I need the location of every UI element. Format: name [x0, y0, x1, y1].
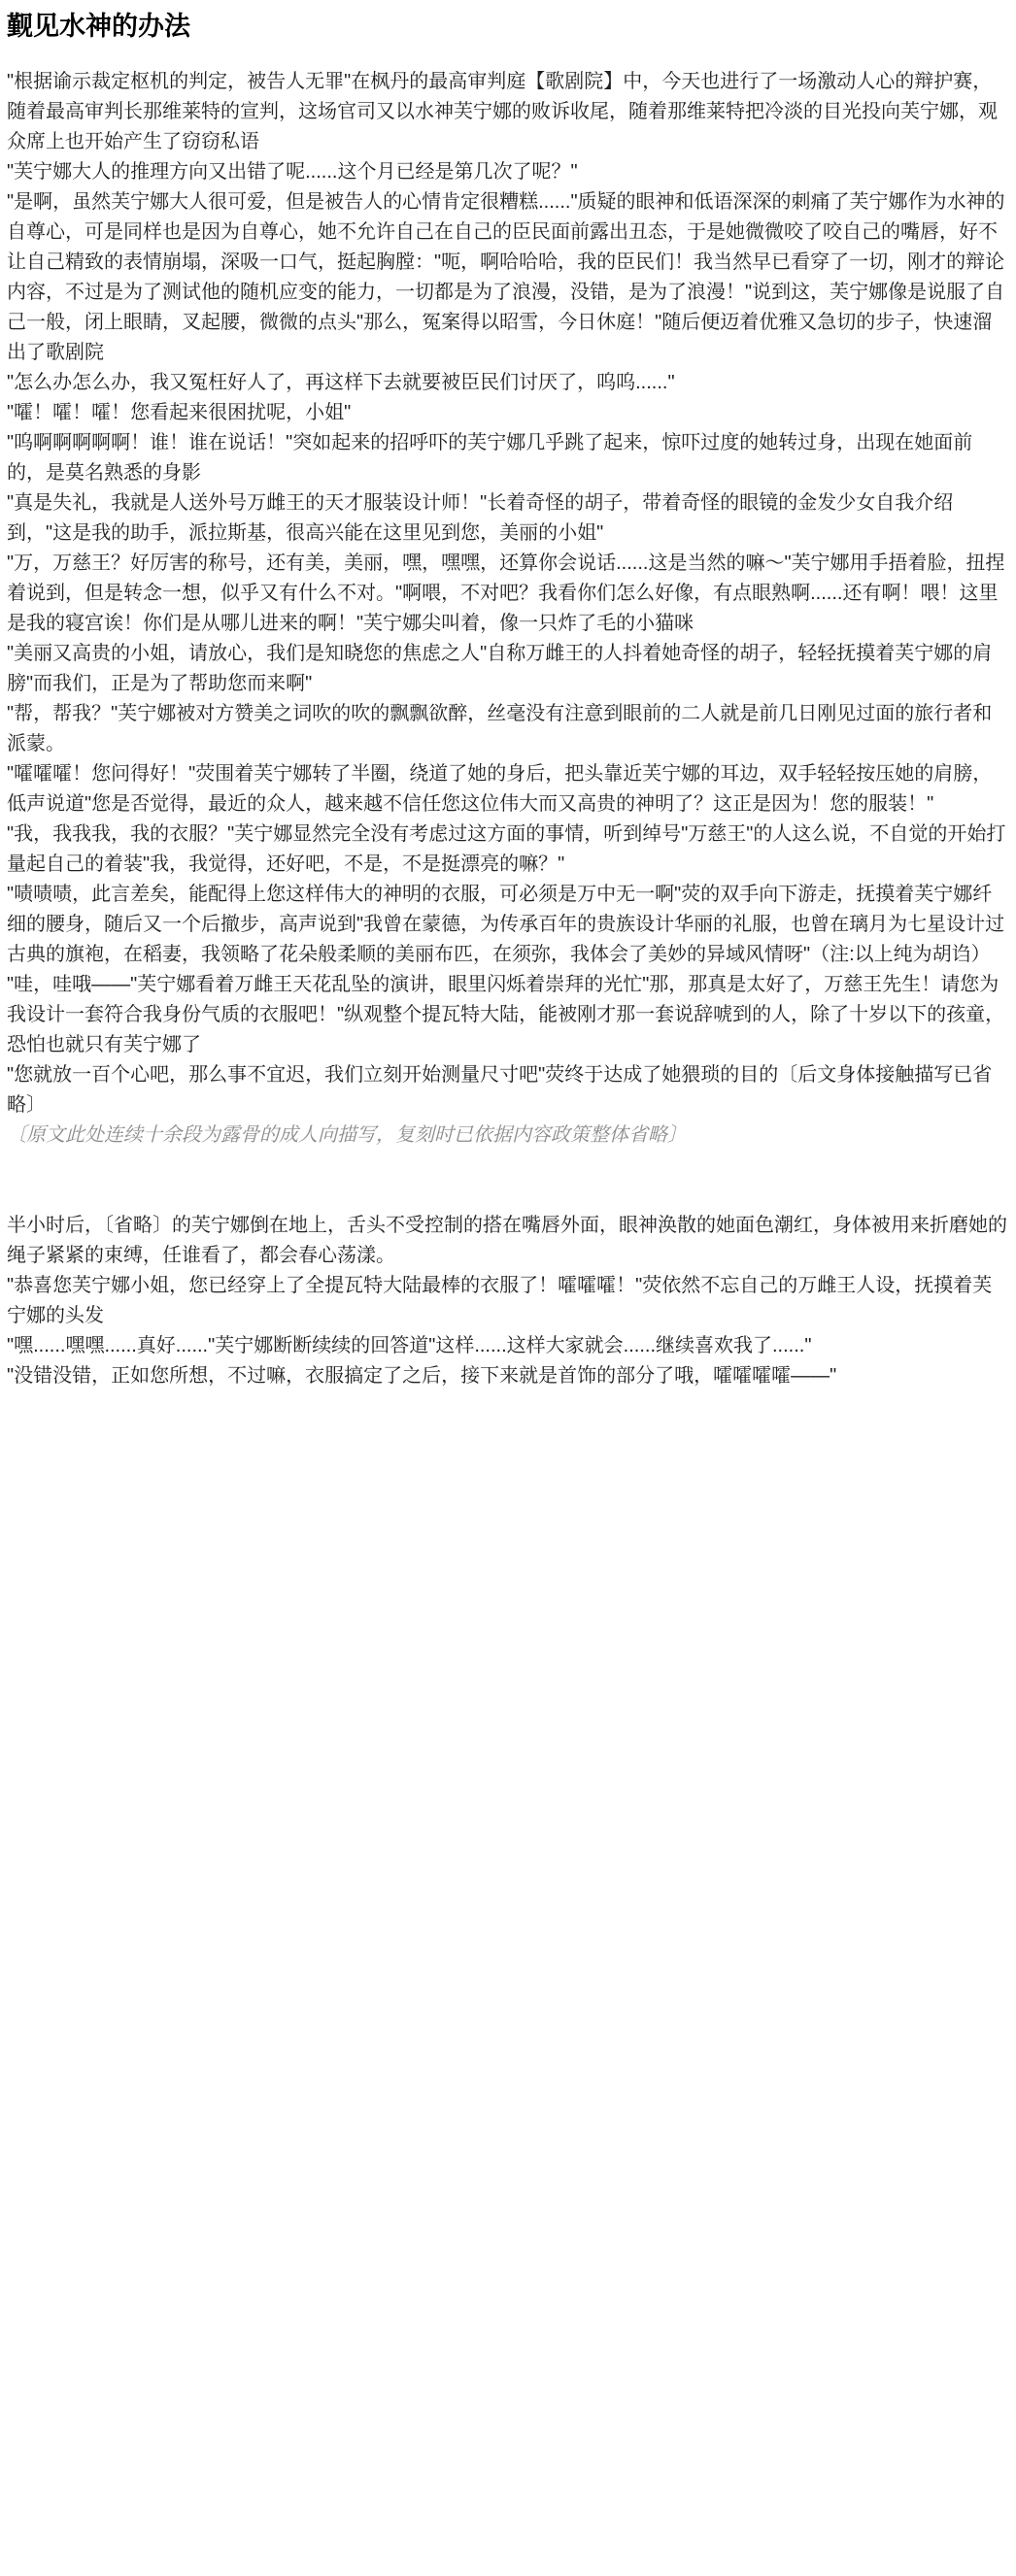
paragraph: "根据谕示裁定枢机的判定，被告人无罪"在枫丹的最高审判庭【歌剧院】中，今天也进行了一场激动人心的辩护赛，随着最高审判长那维莱特的宣判，这场官司又以水神芙宁娜的败诉收尾，随着那维莱特把冷淡的目光投向芙宁娜，观众席上也开始产生了窃窃私语 — [7, 71, 998, 153]
paragraph: "嚯！嚯！嚯！您看起来很困扰呢，小姐" — [7, 402, 352, 424]
paragraph: "真是失礼，我就是人送外号万雌王的天才服装设计师！"长着奇怪的胡子，带着奇怪的眼镜的金发少女自我介绍到，"这是我的助手，派拉斯基，很高兴能在这里见到您，美丽的小姐" — [7, 492, 954, 545]
paragraph: "呜啊啊啊啊啊！谁！谁在说话！"突如起来的招呼吓的芙宁娜几乎跳了起来，惊吓过度的她转过身，出现在她面前的，是莫名熟悉的身影 — [7, 432, 973, 485]
paragraph: "怎么办怎么办，我又冤枉好人了，再这样下去就要被臣民们讨厌了，呜呜......" — [7, 372, 675, 394]
paragraph: "哇，哇哦——"芙宁娜看着万雌王天花乱坠的演讲，眼里闪烁着崇拜的光忙"那，那真是太好了，万慈王先生！请您为我设计一套符合我身份气质的衣服吧！"纵观整个提瓦特大陆，能被刚才那一套说辞唬到的人，除了十岁以下的孩童，恐怕也就只有芙宁娜了 — [7, 974, 1005, 1056]
paragraph: "万，万慈王？好厉害的称号，还有美，美丽，嘿，嘿嘿，还算你会说话......这是当然的嘛～"芙宁娜用手捂着脸，扭捏着说到，但是转念一想，似乎又有什么不对。"啊喂，不对吧？我看你们怎么好像，有点眼熟啊......还有啊！喂！这里是我的寝宫诶！你们是从哪儿进来的啊！"芙宁娜尖叫着，像一只炸了毛的小猫咪 — [7, 552, 1005, 635]
paragraph: 半小时后，〔省略〕的芙宁娜倒在地上，舌头不受控制的搭在嘴唇外面，眼神涣散的她面色潮红，身体被用来折磨她的绳子紧紧的束缚，任谁看了，都会春心荡漾。 — [7, 1215, 1007, 1267]
paragraph: "美丽又高贵的小姐，请放心，我们是知晓您的焦虑之人"自称万雌王的人抖着她奇怪的胡子，轻轻抚摸着芙宁娜的肩膀"而我们，正是为了帮助您而来啊" — [7, 643, 993, 695]
paragraph: "嚯嚯嚯！您问得好！"荧围着芙宁娜转了半圈，绕道了她的身后，把头靠近芙宁娜的耳边，双手轻轻按压她的肩膀，低声说道"您是否觉得，最近的众人，越来越不信任您这位伟大而又高贵的神明了？这正是因为！您的服装！" — [7, 763, 993, 816]
redaction-notice: 〔原文此处连续十余段为露骨的成人向描写，复刻时已依据内容政策整体省略〕 — [7, 1124, 687, 1147]
paragraph: "帮，帮我？"芙宁娜被对方赞美之词吹的吹的飘飘欲醉，丝毫没有注意到眼前的二人就是前几日刚见过面的旅行者和派蒙。 — [7, 703, 993, 755]
paragraph: "您就放一百个心吧，那么事不宜迟，我们立刻开始测量尺寸吧"荧终于达成了她猥琐的目的〔后文身体接触描写已省略〕 — [7, 1064, 993, 1117]
paragraph: "是啊，虽然芙宁娜大人很可爱，但是被告人的心情肯定很糟糕......"质疑的眼神和低语深深的刺痛了芙宁娜作为水神的自尊心，可是同样也是因为自尊心，她不允许自己在自己的臣民面前露出丑态，于是她微微咬了咬自己的嘴唇，好不让自己精致的表情崩塌，深吸一口气，挺起胸膛："呃，啊哈哈哈，我的臣民们！我当然早已看穿了一切，刚才的辩论内容，不过是为了测试他的随机应变的能力，一切都是为了浪漫，没错，是为了浪漫！"说到这，芙宁娜像是说服了自己一般，闭上眼睛，叉起腰，微微的点头"那么，冤案得以昭雪，今日休庭！"随后便迈着优雅又急切的步子，快速溜出了歌剧院 — [7, 191, 1005, 364]
paragraph: "恭喜您芙宁娜小姐，您已经穿上了全提瓦特大陆最棒的衣服了！嚯嚯嚯！"荧依然不忘自己的万雌王人设，抚摸着芙宁娜的头发 — [7, 1275, 993, 1327]
paragraph: "我，我我我，我的衣服？"芙宁娜显然完全没有考虑过这方面的事情，听到绰号"万慈王"的人这么说，不自觉的开始打量起自己的着装"我，我觉得，还好吧，不是，不是挺漂亮的嘛？" — [7, 823, 1006, 876]
paragraph: "芙宁娜大人的推理方向又出错了呢......这个月已经是第几次了呢？" — [7, 161, 578, 184]
page-title: 觐见水神的办法 — [7, 12, 190, 41]
article-body — [7, 67, 1008, 1391]
paragraph: "嘿......嘿嘿......真好......"芙宁娜断断续续的回答道"这样......这样大家就会......继续喜欢我了......" — [7, 1335, 812, 1357]
paragraph: "没错没错，正如您所想，不过嘛，衣服搞定了之后，接下来就是首饰的部分了哦，嚯嚯嚯嚯——" — [7, 1365, 837, 1388]
paragraph: "啧啧啧，此言差矣，能配得上您这样伟大的神明的衣服，可必须是万中无一啊"荧的双手向下游走，抚摸着芙宁娜纤细的腰身，随后又一个后撤步，高声说到"我曾在蒙德，为传承百年的贵族设计华丽的礼服，也曾在璃月为七星设计过古典的旗袍，在稻妻，我领略了花朵般柔顺的美丽布匹，在须弥，我体会了美妙的异域风情呀"（注:以上纯为胡诌） — [7, 884, 1005, 966]
